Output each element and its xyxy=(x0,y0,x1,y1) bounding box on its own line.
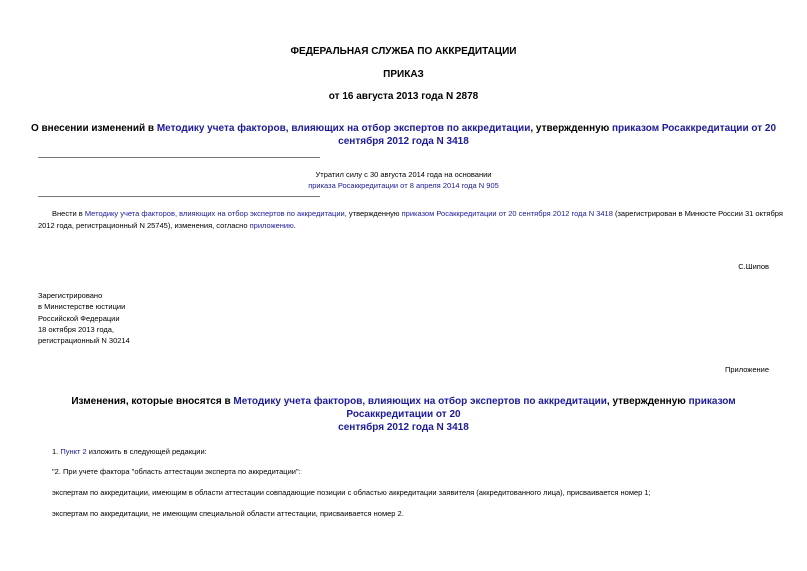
appendix-link-order-cont[interactable]: сентября 2012 года N 3418 xyxy=(338,422,469,433)
registration-line: в Министерстве юстиции xyxy=(38,302,126,312)
p1-text-b: , утвержденную xyxy=(344,209,402,218)
appendix-link-order[interactable]: приказом Росаккредитации от 20 xyxy=(346,396,736,420)
appendix-item-1 xyxy=(52,446,207,458)
doc-date: от 16 августа 2013 года N 2878 xyxy=(328,91,479,102)
appendix-label: Приложение xyxy=(725,365,769,374)
appendix-item-3: экспертам по аккредитации, имеющим в области аттестации совпадающие позиции с областью аккредитации заявителя (аккредитованного лица), присваивается номер 1; xyxy=(52,488,651,497)
p1-text-a: Внести в xyxy=(52,209,85,218)
divider-bottom xyxy=(38,196,320,197)
body-paragraph xyxy=(38,208,783,232)
registration-line: 18 октября 2013 года, xyxy=(38,324,114,334)
appendix-link-method[interactable]: Методику учета факторов, влияющих на отбор экспертов по аккредитации xyxy=(233,396,607,407)
title-text-pre: О внесении изменений в xyxy=(30,123,157,134)
status-line: Утратил силу с 30 августа 2014 года на основании xyxy=(315,170,492,179)
title-text-mid: , утвержденную xyxy=(530,123,613,134)
appendix-item-4: экспертам по аккредитации, не имеющим специальной области аттестации, присваивается номер 2. xyxy=(52,509,404,518)
appendix-title-mid: , утвержденную xyxy=(606,396,689,407)
title-link-order[interactable]: приказом Росаккредитации от 20 сентября 2012 года N 3418 xyxy=(338,123,777,147)
appendix-title xyxy=(38,395,769,434)
status-link[interactable]: приказа Росаккредитации от 8 апреля 2014 года N 905 xyxy=(308,181,499,190)
status-note xyxy=(0,169,807,191)
registration-line: Зарегистрировано xyxy=(38,291,103,300)
agency-name: ФЕДЕРАЛЬНАЯ СЛУЖБА ПО АККРЕДИТАЦИИ xyxy=(290,46,517,57)
registration-line: Российской Федерации xyxy=(38,313,120,323)
item1-number: 1. xyxy=(52,447,61,456)
doc-type: ПРИКАЗ xyxy=(383,69,424,80)
registration-block xyxy=(38,290,130,346)
p1-text-e: . xyxy=(293,221,296,230)
appendix-item-2: "2. При учете фактора "область аттестации эксперта по аккредитации": xyxy=(52,467,301,476)
divider-top xyxy=(38,157,320,158)
p1-link-method[interactable]: Методику учета факторов, влияющих на отбор экспертов по аккредитации xyxy=(84,209,345,218)
p1-link-appendix[interactable]: приложению xyxy=(249,221,294,230)
doc-title xyxy=(30,122,777,148)
signature: С.Шипов xyxy=(738,262,769,271)
p1-text-d: 2012 года, регистрационный N 25745), изменения, согласно xyxy=(38,221,250,230)
appendix-title-pre: Изменения, которые вносятся в xyxy=(71,396,234,407)
p1-link-order[interactable]: приказом Росаккредитации от 20 сентября 2012 года N 3418 xyxy=(401,209,613,218)
item1-link-point[interactable]: Пункт 2 xyxy=(60,447,87,456)
item1-text: изложить в следующей редакции: xyxy=(86,447,207,456)
title-link-method[interactable]: Методику учета факторов, влияющих на отбор экспертов по аккредитации xyxy=(156,123,531,134)
registration-line: регистрационный N 30214 xyxy=(38,336,130,346)
p1-text-c: (зарегистрирован в Минюсте России 31 октября xyxy=(612,209,783,218)
